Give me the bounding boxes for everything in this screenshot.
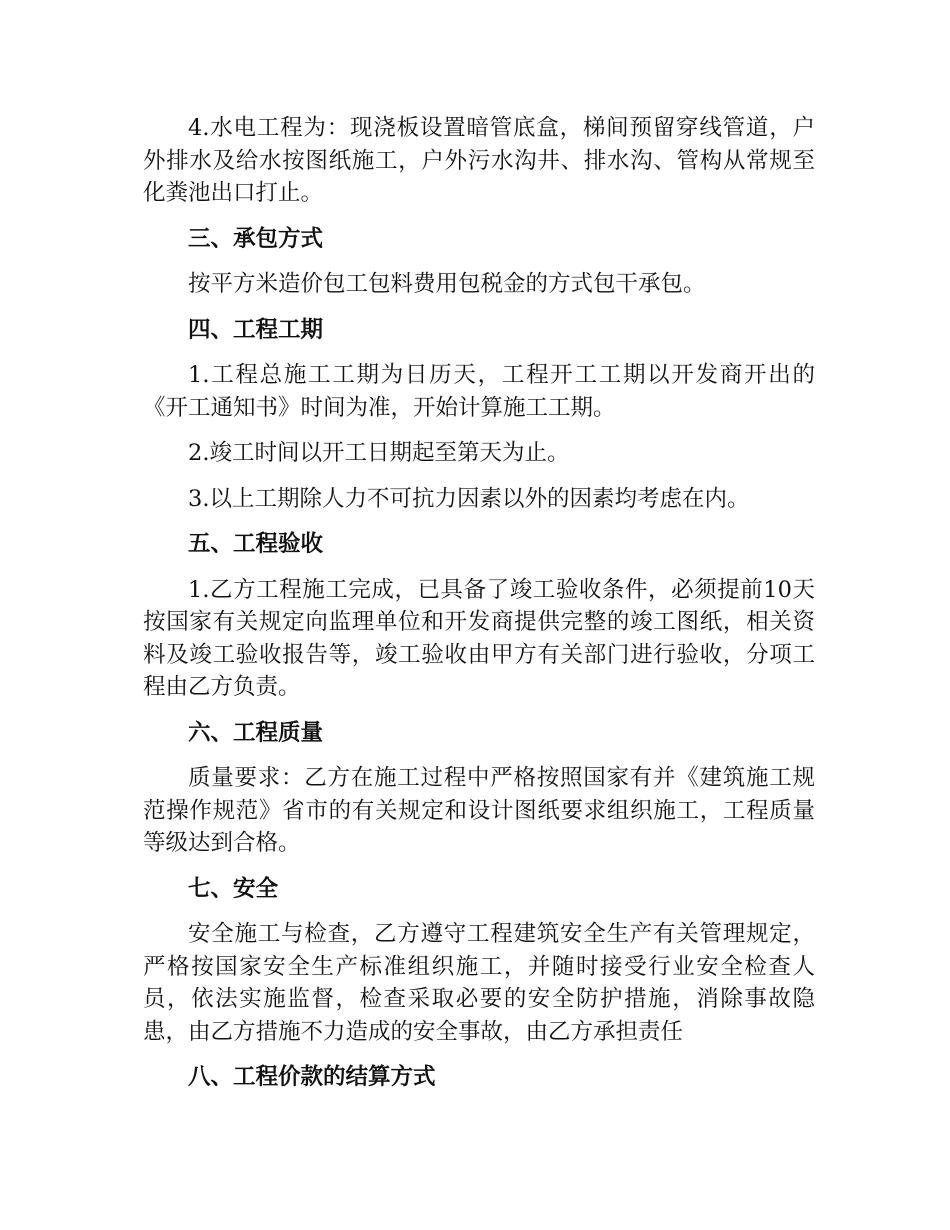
heading-construction-period: 四、工程工期 [188, 316, 324, 343]
paragraph-period-1: 1.工程总施工工期为日历天，工程开工工期以开发商开出的《开工通知书》时间为准，开始计算施工工期。 [143, 362, 815, 421]
heading-acceptance: 五、工程验收 [188, 531, 324, 557]
heading-safety: 七、安全 [188, 875, 279, 902]
paragraph-safety: 安全施工与检查，乙方遵守工程建筑安全生产有关管理规定，严格按国家安全生产标准组织施工，并随时接受行业安全检查人员，依法实施监督，检查采取必要的安全防护措施，消除事故隐患，由乙方措施不力造成的安全事故，由乙方承担责任 [143, 921, 815, 1045]
document-page [143, 112, 815, 1094]
paragraph-quality: 质量要求：乙方在施工过程中严格按照国家有并《建筑施工规范操作规范》省市的有关规定和设计图纸要求组织施工，工程质量等级达到合格。 [143, 765, 815, 856]
heading-settlement: 八、工程价款的结算方式 [188, 1064, 436, 1090]
paragraph-acceptance: 1.乙方工程施工完成，已具备了竣工验收条件，必须提前10天按国家有关规定向监理单位和开发商提供完整的竣工图纸，相关资料及竣工验收报告等，竣工验收由甲方有关部门进行验收，分项工程由乙方负责。 [143, 576, 815, 700]
paragraph-period-2: 2.竣工时间以开工日期起至第天为止。 [188, 440, 570, 466]
heading-quality: 六、工程质量 [188, 719, 324, 746]
paragraph-contract-method: 按平方米造价包工包料费用包税金的方式包干承包。 [188, 271, 706, 297]
paragraph-water-electric: 4.水电工程为：现浇板设置暗管底盒，梯间预留穿线管道，户外排水及给水按图纸施工，户外污水沟井、排水沟、管构从常规至化粪池出口打止。 [143, 115, 815, 206]
heading-contract-method: 三、承包方式 [188, 225, 324, 252]
paragraph-period-3: 3.以上工期除人力不可抗力因素以外的因素均考虑在内。 [188, 485, 750, 512]
